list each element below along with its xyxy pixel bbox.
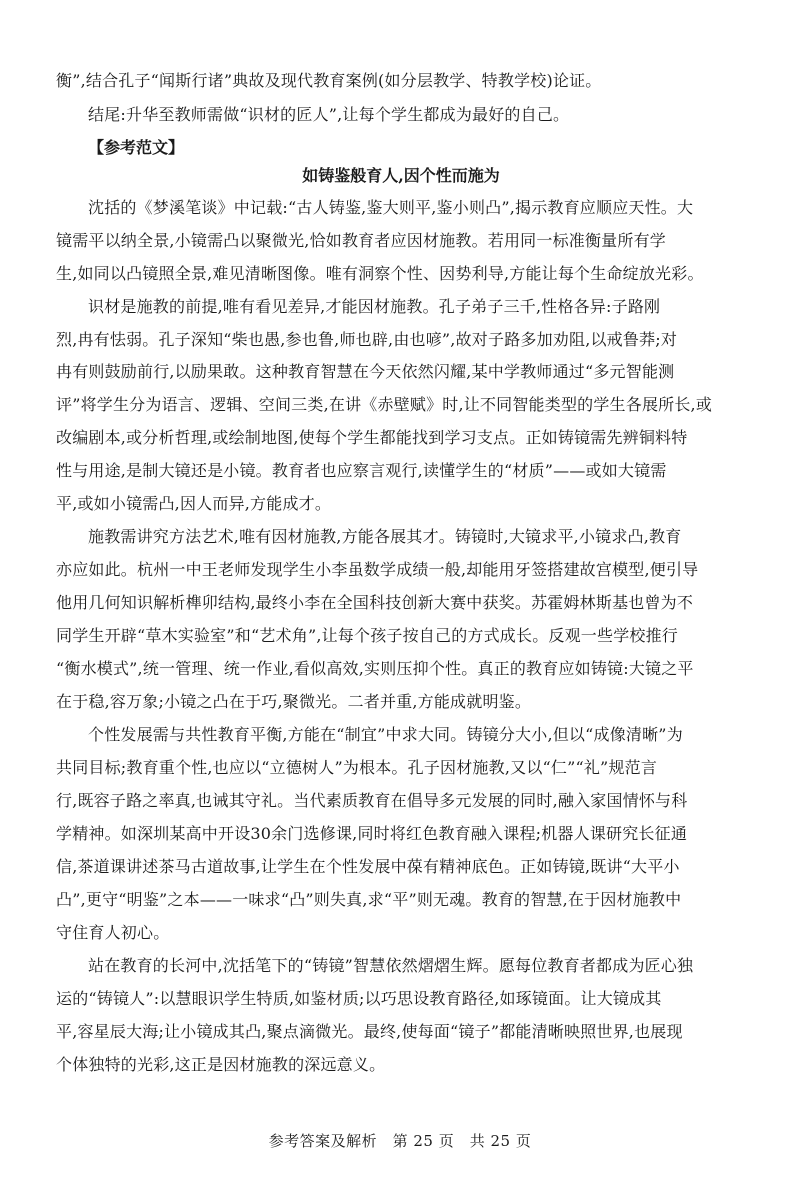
- paragraph-line: 他用几何知识解析榫卯结构,最终小李在全国科技创新大赛中获奖。苏霍姆林斯基也曾为不: [56, 593, 694, 612]
- paragraph-line: 守住育人初心。: [56, 923, 170, 942]
- paragraph-line: 信,茶道课讲述茶马古道故事,让学生在个性发展中葆有精神底色。正如铸镜,既讲“大平小: [56, 857, 680, 876]
- intro-line-1: 衡”,结合孔子“闻斯行诸”典故及现代教育案例(如分层教学、特教学校)论证。: [56, 71, 602, 90]
- paragraph-line: 镜需平以纳全景,小镜需凸以聚微光,恰如教育者应因材施教。若用同一标准衡量所有学: [56, 231, 666, 250]
- paragraph-line: 平,容星辰大海;让小镜成其凸,聚点滴微光。最终,使每面“镜子”都能清晰映照世界,也展现: [56, 1022, 683, 1041]
- paragraph-line: 平,或如小镜需凸,因人而异,方能成才。: [56, 494, 332, 513]
- paragraph-line: 站在教育的长河中,沈括笔下的“铸镜”智慧依然熠熠生辉。愿每位教育者都成为匠心独: [88, 956, 694, 975]
- paragraph-line: 改编剧本,或分析哲理,或绘制地图,使每个学生都能找到学习支点。正如铸镜需先辨铜料特: [56, 428, 688, 447]
- paragraph-line: 冉有则鼓励前行,以励果敢。这种教育智慧在今天依然闪耀,某中学教师通过“多元智能测: [56, 362, 675, 381]
- paragraph-line: 行,既容子路之率真,也诫其守礼。当代素质教育在倡导多元发展的同时,融入家国情怀与科: [56, 791, 688, 810]
- paragraph-line: 同学生开辟“草木实验室”和“艺术角”,让每个孩子按自己的方式成长。反观一些学校推行: [56, 626, 679, 645]
- essay-title: 如铸鉴般育人,因个性而施为: [302, 166, 500, 185]
- page-footer: 参考答案及解析 第 25 页 共 25 页: [268, 1132, 532, 1150]
- paragraph-line: 生,如同以凸镜照全景,难见清晰图像。唯有洞察个性、因势利导,方能让每个生命绽放光彩。: [56, 264, 704, 283]
- paragraph-line: “衡水模式”,统一管理、统一作业,看似高效,实则压抑个性。真正的教育应如铸镜:大镜之平: [56, 659, 694, 678]
- paragraph-line: 学精神。如深圳某高中开设30余门选修课,同时将红色教育融入课程;机器人课研究长征通: [56, 824, 688, 843]
- paragraph-line: 个体独特的光彩,这正是因材施教的深远意义。: [56, 1055, 386, 1074]
- paragraph-line: 凸”,更守“明鉴”之本——一味求“凸”则失真,求“平”则无魂。教育的智慧,在于因材施教中: [56, 890, 682, 909]
- paragraph-line: 评”将学生分为语言、逻辑、空间三类,在讲《赤壁赋》时,让不同智能类型的学生各展所长,或: [56, 395, 713, 414]
- reference-heading: 【参考范文】: [88, 138, 185, 157]
- paragraph-line: 在于稳,容万象;小镜之凸在于巧,聚微光。二者并重,方能成就明鉴。: [56, 692, 532, 711]
- paragraph-line: 个性发展需与共性教育平衡,方能在“制宜”中求大同。铸镜分大小,但以“成像清晰”为: [88, 725, 683, 744]
- paragraph-line: 施教需讲究方法艺术,唯有因材施教,方能各展其才。铸镜时,大镜求平,小镜求凸,教育: [88, 527, 682, 546]
- intro-line-2: 结尾:升华至教师需做“识材的匠人”,让每个学生都成为最好的自己。: [88, 105, 570, 124]
- paragraph-line: 识材是施教的前提,唯有看见差异,才能因材施教。孔子弟子三千,性格各异:子路刚: [88, 297, 661, 316]
- paragraph-line: 沈括的《梦溪笔谈》中记载:“古人铸鉴,鉴大则平,鉴小则凸”,揭示教育应顺应天性。大: [88, 198, 694, 217]
- paragraph-line: 共同目标;教育重个性,也应以“立德树人”为根本。孔子因材施教,又以“仁”“礼”规范言: [56, 758, 658, 777]
- paragraph-line: 性与用途,是制大镜还是小镜。教育者也应察言观行,读懂学生的“材质”——或如大镜需: [56, 461, 667, 480]
- paragraph-line: 烈,冉有怯弱。孔子深知“柴也愚,参也鲁,师也辟,由也喭”,故对子路多加劝阻,以戒鲁莽;对: [56, 330, 678, 349]
- paragraph-line: 运的“铸镜人”:以慧眼识学生特质,如鉴材质;以巧思设教育路径,如琢镜面。让大镜成其: [56, 989, 662, 1008]
- paragraph-line: 亦应如此。杭州一中王老师发现学生小李虽数学成绩一般,却能用牙签搭建故宫模型,便引导: [56, 560, 699, 579]
